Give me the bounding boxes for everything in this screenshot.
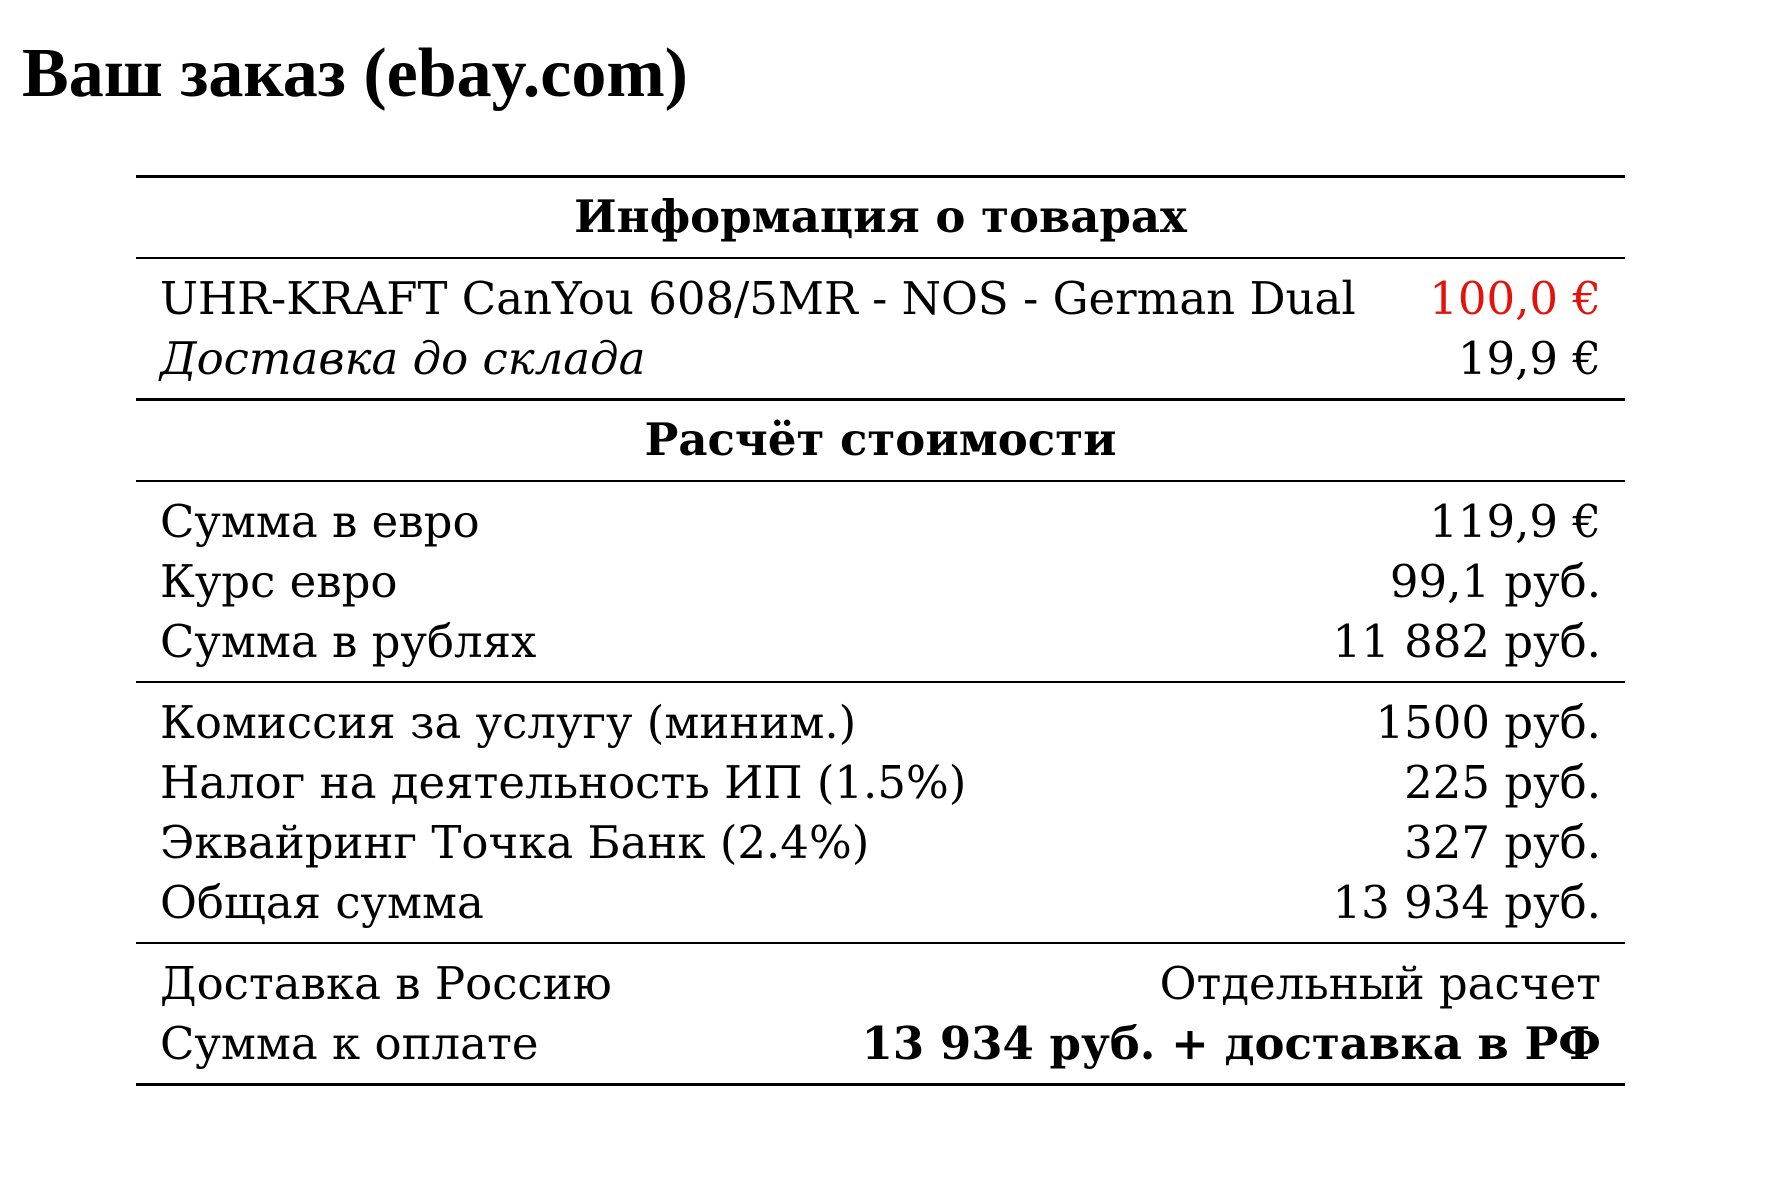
- acquiring-value: 327 руб.: [1404, 816, 1601, 869]
- final-rows: [136, 944, 1625, 1083]
- tax-row: [160, 753, 1601, 813]
- page-title: Ваш заказ (ebay.com): [22, 35, 688, 112]
- total-value: 13 934 руб.: [1332, 876, 1601, 929]
- fee-rows: [136, 683, 1625, 942]
- goods-section-header: Информация о товарах: [574, 190, 1187, 243]
- to-pay-value: 13 934 руб. + доставка в РФ: [861, 1017, 1601, 1070]
- eur-rate-label: Курс евро: [160, 555, 398, 608]
- warehouse-delivery-label: Доставка до склада: [160, 332, 646, 385]
- eur-rate-row: [160, 552, 1601, 612]
- eur-rate-value: 99,1 руб.: [1389, 555, 1601, 608]
- tax-value: 225 руб.: [1404, 756, 1601, 809]
- sum-rub-label: Сумма в рублях: [160, 615, 537, 668]
- calculation-section-header: Расчёт стоимости: [644, 413, 1117, 466]
- commission-value: 1500 руб.: [1375, 696, 1601, 749]
- warehouse-delivery-value: 19,9 €: [1457, 332, 1601, 385]
- goods-rows: [136, 259, 1625, 398]
- russia-delivery-row: [160, 954, 1601, 1014]
- sum-eur-value: 119,9 €: [1429, 495, 1601, 548]
- sum-eur-row: [160, 492, 1601, 552]
- table-bottom-rule: [136, 1083, 1625, 1086]
- calculation-rows: [136, 482, 1625, 681]
- acquiring-row: [160, 813, 1601, 873]
- sum-rub-row: [160, 612, 1601, 672]
- to-pay-row: [160, 1014, 1601, 1074]
- order-summary-table: [136, 175, 1625, 1086]
- total-label: Общая сумма: [160, 876, 484, 929]
- item-price: 100,0 €: [1429, 272, 1601, 325]
- commission-label: Комиссия за услугу (миним.): [160, 696, 857, 749]
- commission-row: [160, 693, 1601, 753]
- tax-label: Налог на деятельность ИП (1.5%): [160, 756, 967, 809]
- warehouse-delivery-row: [160, 329, 1601, 389]
- acquiring-label: Эквайринг Точка Банк (2.4%): [160, 816, 870, 869]
- russia-delivery-label: Доставка в Россию: [160, 957, 612, 1010]
- item-row: [160, 269, 1601, 329]
- sum-eur-label: Сумма в евро: [160, 495, 480, 548]
- sum-rub-value: 11 882 руб.: [1332, 615, 1601, 668]
- item-name: UHR-KRAFT CanYou 608/5MR - NOS - German Dual: [160, 272, 1356, 325]
- total-row: [160, 873, 1601, 933]
- to-pay-label: Сумма к оплате: [160, 1017, 539, 1070]
- russia-delivery-value: Отдельный расчет: [1159, 957, 1601, 1010]
